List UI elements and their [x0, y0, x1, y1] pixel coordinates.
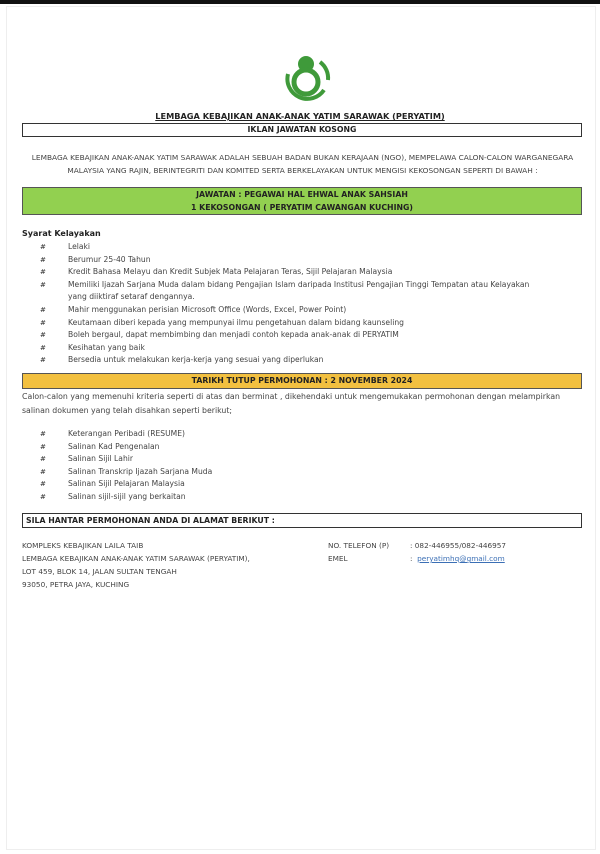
- list-item: # Salinan sijil-sijil yang berkaitan: [40, 491, 186, 501]
- list-item: # Berumur 25-40 Tahun: [40, 254, 151, 264]
- phone-label: NO. TELEFON (P): [328, 541, 390, 550]
- list-item: # Kredit Bahasa Melayu dan Kredit Subjek Mata Pelajaran Teras, Sijil Pelajaran Malaysia: [40, 267, 393, 277]
- position-box: [22, 187, 582, 215]
- mailing-address: KOMPLEKS KEBAJIKAN LAILA TAIB LEMBAGA KEBAJIKAN ANAK-ANAK YATIM SARAWAK (PERYATIM), LOT 459, BLOK 14, JALAN SULTAN TENGAH 93050, PETRA JAYA, KUCHING: [22, 541, 250, 589]
- organization-title: LEMBAGA KEBAJIKAN ANAK-ANAK YATIM SARAWAK (PERYATIM): [155, 111, 445, 121]
- list-item: # Kesihatan yang baik: [40, 342, 145, 352]
- list-item: # Keterangan Peribadi (RESUME): [40, 429, 185, 438]
- instructions-paragraph: Calon-calon yang memenuhi kriteria seperti di atas dan berminat , dikehendaki untuk mengemukakan permohonan dengan melampirkan salinan dokumen yang telah disahkan seperti berikut;: [22, 392, 561, 415]
- send-address-heading: SILA HANTAR PERMOHONAN ANDA DI ALAMAT BERIKUT :: [22, 513, 582, 528]
- top-border: [0, 0, 600, 4]
- list-item: # Memiliki Ijazah Sarjana Muda dalam bidang Pengajian Islam daripada Institusi Pengajian Tinggi Tempatan atau Kelayakan yang diiktiraf setaraf dengannya.: [40, 279, 530, 302]
- email-label: EMEL: [328, 554, 348, 563]
- list-item: # Bersedia untuk melakukan kerja-kerja yang sesuai yang diperlukan: [40, 355, 324, 365]
- list-item: # Mahir menggunakan perisian Microsoft Office (Words, Excel, Power Point): [40, 304, 347, 314]
- requirements-list: [40, 241, 548, 367]
- list-item: # Salinan Sijil Lahir: [40, 454, 133, 464]
- list-item: # Salinan Sijil Pelajaran Malaysia: [40, 479, 185, 489]
- ad-title-box: IKLAN JAWATAN KOSONG: [22, 123, 582, 137]
- list-item: # Keutamaan diberi kepada yang mempunyai ilmu pengetahuan dalam bidang kaunseling: [40, 317, 404, 327]
- position-title: JAWATAN : PEGAWAI HAL EHWAL ANAK SAHSIAH: [196, 190, 408, 199]
- phone-number: : 082-446955/082-446957: [410, 541, 507, 550]
- list-item: # Salinan Transkrip Ijazah Sarjana Muda: [40, 466, 213, 476]
- vacancy-count: 1 KEKOSONGAN ( PERYATIM CAWANGAN KUCHING): [191, 202, 413, 212]
- list-item: # Lelaki: [40, 242, 91, 251]
- documents-list: [40, 428, 548, 504]
- peryatim-logo-icon: [280, 50, 332, 102]
- intro-paragraph: LEMBAGA KEBAJIKAN ANAK-ANAK YATIM SARAWAK ADALAH SEBUAH BADAN BUKAN KERAJAAN (NGO), MEMPELAWA CALON-CALON WARGANEGARA MALAYSIA YANG RAJIN, BERINTEGRITI DAN KOMITED SERTA BERKELAYAKAN UNTUK MENGISI KEKOSONGAN SEPERTI DI BAWAH :: [31, 153, 574, 175]
- list-item: # Salinan Kad Pengenalan: [40, 441, 160, 451]
- closing-date-box: TARIKH TUTUP PERMOHONAN : 2 NOVEMBER 2024: [22, 373, 582, 389]
- email-link[interactable]: peryatimhq@gmail.com: [417, 554, 505, 563]
- contact-info: NO. TELEFON (P) : 082-446955/082-446957 EMEL : peryatimhq@gmail.com: [328, 541, 507, 563]
- requirements-heading: Syarat Kelayakan: [22, 229, 101, 238]
- list-item: # Boleh bergaul, dapat membimbing dan menjadi contoh kepada anak-anak di PERYATIM: [40, 330, 399, 340]
